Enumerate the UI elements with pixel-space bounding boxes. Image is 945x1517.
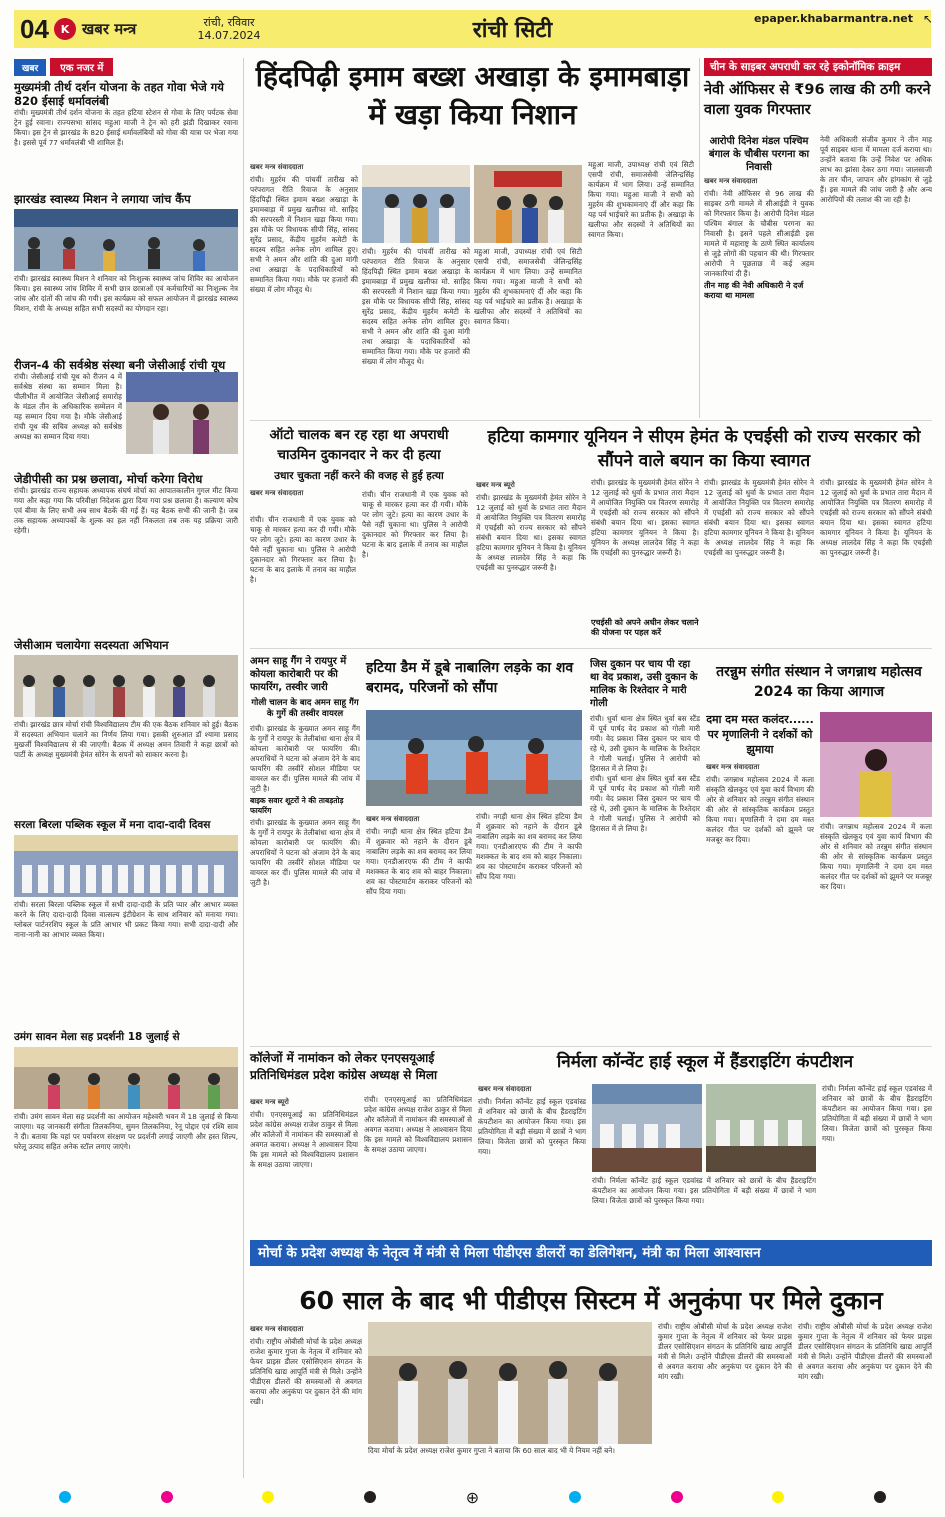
- jci-block: [14, 372, 238, 454]
- story-body: रांची। नगड़ी थाना क्षेत्र स्थित हटिया डैम में शुक्रवार को नहाने के दौरान डूबे नाबालिग लड़के का शव बरामद कर लिया गया। एनडीआरएफ की टीम ने काफी मशक्कत के बाद शव को बाहर निकाला। शव का पोस्टमार्टम कराकर परिजनों को सौंप दिया गया।: [366, 827, 472, 896]
- story-body: रांची। एनएसयूआई का प्रतिनिधिमंडल प्रदेश कांग्रेस अध्यक्ष राजेश ठाकुर से मिला और कॉलेजों में नामांकन की समस्याओं से अवगत कराया। अध्यक्ष ने आश्वासन दिया कि इस मामले को विश्वविद्यालय प्रशासन के समक्ष उठाया जाएगा।: [250, 1110, 358, 1169]
- story-body-cont: महुआ माजी, उपाध्यक्ष रांची एवं सिटी एसपी रांची, समाजसेवी जेलिन्द्रसिंह कार्यक्रम में भाग लिया। उन्हें सम्मानित किया गया। महुआ माजी ने सभी को मुहर्रम की शुभकामनाएं दीं और कहा कि यह पर्व भाईचारे का प्रतीक है। अखाड़ा के खलीफा और सदस्यों ने अतिथियों का स्वागत किया।: [588, 160, 694, 239]
- jci-award-photo: [126, 372, 238, 454]
- color-dot-icon: [671, 1491, 683, 1503]
- pds-kicker-banner: मोर्चा के प्रदेश अध्यक्ष के नेतृत्व में मंत्री से मिला पीडीएस डीलरों का डेलिगेशन, मंत्री का मिला आश्वासन: [250, 1240, 932, 1266]
- lead-story-col3: [474, 247, 582, 417]
- auto-headline: ऑटो चालक बन रह रहा था अपराधी चाउमिन दुकानदार ने कर दी हत्या: [269, 427, 449, 463]
- story-body: रांची। निर्मला कॉन्वेंट हाई स्कूल एडवांस्ड में शनिवार को छात्रों के बीच हैंडराइटिंग कंपटीशन का आयोजन किया गया। इस प्रतियोगिता में बड़ी संख्या में छात्रों ने भाग लिया। विजेता छात्रों को पुरस्कृत किया गया।: [592, 1176, 816, 1205]
- story-body-cont: रांची। मुहर्रम की पांचवीं तारीख को परंपरागत रीति रिवाज के अनुसार हिंदपिढ़ी स्थित इमाम बख्श अखाड़ा के इमामबाड़ा में प्रमुख खलीफा मो. साहिद की सरपरस्ती में निशान खड़ा किया गया। इस मौके पर विधायक सीपी सिंह, सांसद सुरेंद्र प्रसाद, केंद्रीय मुहर्रम कमेटी के सदस्य सहित अनेक लोग शामिल हुए। सभी ने अमन और शांति की दुआ मांगी तथा अखाड़ा के पदाधिकारियों को सम्मानित किया गया। मौके पर हजारों की संख्या में लोग मौजूद थे।: [362, 247, 470, 366]
- brand-logo-icon: K: [54, 18, 76, 40]
- section-rule: [250, 648, 932, 649]
- story-body: रांची। झारखंड के कुख्यात अमन साहू गैंग के गुर्गों ने रायपुर के तेलीबांधा थाना क्षेत्र में कोयला कारोबारी पर फायरिंग की। अपराधियों ने घटना को अंजाम देने के बाद फायरिंग की तस्वीरें सोशल मीडिया पर वायरल कर दीं। पुलिस मामले की जांच में जुटी है।: [250, 818, 360, 887]
- health-camp-photo: [14, 209, 238, 271]
- dam-headline: हटिया डैम में डूबे नाबालिग लड़के का शव बरामद, परिजनों को सौंपा: [366, 660, 574, 696]
- story-body: रांची। झारखंड राज्य सहायक अध्यापक संघर्ष मोर्चा का आपातकालीन गुगल मीट किया गया और कहा गया कि परिवीक्षा निदेशक द्वारा दिया गया प्रश्न छलावा है। कल्याण कोष एवं बीमा के लिए सभी अब साथ बैठकें की गई हैं। यह बैठक सभी की जानी है। जब तक सहायक अध्यापकों के शुल्क का हल नहीं निकलता तब तक यह प्रक्रिया जारी रहेगी।: [14, 486, 238, 535]
- music-performer-photo: [820, 712, 932, 817]
- issue-date: 14.07.2024: [197, 29, 261, 42]
- nirmala-col2: [592, 1176, 816, 1236]
- pds-col3: [658, 1322, 792, 1484]
- story-body: रांची। जगन्नाथ महोत्सव 2024 में कला संस्कृति खेलकूद एवं युवा कार्य विभाग की ओर से शनिवार को तरन्नुम संगीत संस्थान की ओर से सांस्कृतिक कार्यक्रम प्रस्तुत किया गया। मृणालिनी ने दमा दम मस्त कलंदर गीत पर दर्शकों को झूमने पर मजबूर कर दिया।: [706, 775, 814, 844]
- story-body: रांची। झारखंड के मुख्यमंत्री हेमंत सोरेन ने 12 जुलाई को धुर्वा के प्रभात तारा मैदान में आयोजित नियुक्ति पत्र वितरण समारोह में एचईसी को राज्य सरकार को सौंपने संबंधी बयान दिया था। इसका स्वागत हटिया कामगार यूनियन ने किया है। यूनियन के अध्यक्ष लालदेव सिंह ने कहा कि एचईसी का पुनरुद्धार जरूरी है।: [704, 478, 814, 557]
- jcm-group-photo: [14, 655, 238, 717]
- union-col3: [704, 478, 814, 643]
- lead-story-col2: [362, 247, 470, 417]
- union-story: [476, 425, 932, 473]
- union-col1: [476, 478, 586, 643]
- story-title: झारखंड स्वास्थ्य मिशन ने लगाया जांच कैंप: [14, 192, 191, 206]
- byline: खबर मन्त्र संवाददाता: [704, 177, 758, 185]
- union-col2: [591, 478, 699, 643]
- story-body: रांची। झारखंड के मुख्यमंत्री हेमंत सोरेन ने 12 जुलाई को धुर्वा के प्रभात तारा मैदान में आयोजित नियुक्ति पत्र वितरण समारोह में एचईसी को राज्य सरकार को सौंपने संबंधी बयान दिया था। इसका स्वागत हटिया कामगार यूनियन ने किया है। यूनियन के अध्यक्ष लालदेव सिंह ने कहा कि एचईसी का पुनरुद्धार जरूरी है।: [476, 493, 586, 572]
- pds-caption: [368, 1446, 652, 1484]
- handwriting-competition-photo-1: [592, 1084, 702, 1172]
- story-body: रांची। नेवी ऑफिसर से 96 लाख की साइबर ठगी मामले में सीआईडी ने युवक को गिरफ्तार किया है। आरोपी दिनेश मंडल पश्चिम बंगाल के चौबीस परगना का निवासी है। इसने पहले सीआईडी इस मामले में महाराष्ट्र के ठाणे स्थित कार्यालय से जुड़े लोगों की पहचान की थी। गिरफ्तार आरोपी ने पूछताछ में कई अहम जानकारियां दी हैं।: [704, 189, 814, 278]
- nirmala-story: [478, 1050, 932, 1074]
- lead-story: [250, 58, 695, 134]
- epaper-link[interactable]: epaper.khabarmantra.net: [754, 12, 913, 25]
- left-column: [14, 58, 238, 1478]
- auto-col2: [362, 490, 468, 640]
- color-dot-icon: [59, 1491, 71, 1503]
- story-title: सरला बिरला पब्लिक स्कूल में मना दादा-दादी दिवस: [14, 819, 211, 831]
- brand-name: खबर मन्त्र: [82, 20, 137, 38]
- story-body: रांची। राष्ट्रीय ओबीसी मोर्चा के प्रदेश अध्यक्ष राजेश कुमार गुप्ता के नेतृत्व में शनिवार को फेयर प्राइस डीलर एसोसिएशन संगठन के प्रतिनिधि खाद्य आपूर्ति मंत्री से मिले। उन्होंने पीडीएस डीलरों की समस्याओं से अवगत कराया और अनुकंपा पर दुकान देने की मांग रखी।: [798, 1322, 932, 1381]
- story-body: रांची। धुर्वा थाना क्षेत्र स्थित धुर्वा बस स्टैंड में पूर्व पार्षद वेद प्रकाश को गोली मारी गयी। वेद प्रकाश जिस दुकान पर चाय पी रहे थे, उसी दुकान के मालिक के रिश्तेदार ने गोली चलाई। पुलिस ने आरोपी को हिरासत में ले लिया है।: [590, 714, 700, 773]
- story-body: नेवी अधिकारी संजीव कुमार ने तीन माह पूर्व साइबर थाना में मामला दर्ज कराया था। उन्होंने बताया कि उन्हें निवेश पर अधिक लाभ का झांसा देकर ठगा गया। जालसाजी के तार चीन, जापान और हांगकांग से जुड़े हैं। इस मामले की जांच जारी है और अन्य आरोपियों की तलाश की जा रही है।: [820, 135, 932, 204]
- byline: खबर मन्त्र संवाददाता: [366, 815, 420, 823]
- cyber-col1: [704, 135, 814, 420]
- story-body: रांची। राष्ट्रीय ओबीसी मोर्चा के प्रदेश अध्यक्ष राजेश कुमार गुप्ता के नेतृत्व में शनिवार को फेयर प्राइस डीलर एसोसिएशन संगठन के प्रतिनिधि खाद्य आपूर्ति मंत्री से मिले। उन्होंने पीडीएस डीलरों की समस्याओं से अवगत कराया और अनुकंपा पर दुकान देने की मांग रखी।: [658, 1322, 792, 1381]
- handwriting-competition-photo-2: [706, 1084, 816, 1172]
- cyber-col2: [820, 135, 932, 420]
- ndrf-rescue-photo: [366, 710, 582, 806]
- union-headline: हटिया कामगार यूनियन ने सीएम हेमंत के एचईसी को राज्य सरकार को सौंपने वाले बयान का किया स्वागत: [487, 427, 921, 471]
- story-body-cont: महुआ माजी, उपाध्यक्ष रांची एवं सिटी एसपी रांची, समाजसेवी जेलिन्द्रसिंह कार्यक्रम में भाग लिया। उन्हें सम्मानित किया गया। महुआ माजी ने सभी को मुहर्रम की शुभकामनाएं दीं और कहा कि यह पर्व भाईचारे का प्रतीक है। अखाड़ा के खलीफा और सदस्यों ने अतिथियों का स्वागत किया।: [474, 247, 582, 326]
- story-body: रांची। राष्ट्रीय ओबीसी मोर्चा के प्रदेश अध्यक्ष राजेश कुमार गुप्ता के नेतृत्व में शनिवार को फेयर प्राइस डीलर एसोसिएशन संगठन के प्रतिनिधि खाद्य आपूर्ति मंत्री से मिले। उन्होंने पीडीएस डीलरों की समस्याओं से अवगत कराया और अनुकंपा पर दुकान देने की मांग रखी।: [250, 1337, 362, 1406]
- music-col1: [706, 712, 814, 1042]
- auto-col1: [250, 515, 356, 640]
- byline: खबर मन्त्र संवाददाता: [250, 1325, 304, 1333]
- nsui-story: [250, 1050, 472, 1084]
- ribbon-ek-nazar: एक नजर में: [50, 58, 113, 76]
- brand: [54, 18, 184, 40]
- pds-headline: 60 साल के बाद भी पीडीएस सिस्टम में अनुकंपा पर मिले दुकान: [299, 1286, 883, 1315]
- story-body: रांची। झारखंड के मुख्यमंत्री हेमंत सोरेन ने 12 जुलाई को धुर्वा के प्रभात तारा मैदान में आयोजित नियुक्ति पत्र वितरण समारोह में एचईसी को राज्य सरकार को सौंपने संबंधी बयान दिया था। इसका स्वागत हटिया कामगार यूनियन ने किया है। यूनियन के अध्यक्ष लालदेव सिंह ने कहा कि एचईसी का पुनरुद्धार जरूरी है।: [820, 478, 932, 557]
- imambara-photo-2: [474, 165, 582, 243]
- byline: खबर मन्त्र संवाददाता: [478, 1085, 532, 1093]
- page-number: 04: [20, 13, 49, 44]
- color-dot-icon: [262, 1491, 274, 1503]
- news-ribbon: [14, 58, 238, 76]
- sawan-mela-photo: [14, 1047, 238, 1109]
- story-body: रांची। चीन राजधानी में एक युवक को चाकू से मारकर हत्या कर दी गयी। मौके पर लोग जुटे। हत्या का कारण उधार के पैसे नहीं चुकाना था। पुलिस ने आरोपी दुकानदार को गिरफ्तार कर लिया है। घटना के बाद इलाके में तनाव का माहौल है।: [362, 490, 468, 559]
- imambara-photo-1: [362, 165, 470, 243]
- lead-story-col4: [588, 160, 694, 415]
- union-subhead: एचईसी को अपने अधीन लेकर चलाने की योजना पर पहल करें: [591, 618, 699, 637]
- section-title: रांची सिटी: [472, 18, 553, 43]
- story-body: रांची। उमंग सावन मेला सह प्रदर्शनी का आयोजन महेश्वरी भवन में 18 जुलाई से किया जाएगा। यह जानकारी संगीता तिलकनिया, सुमन तिलकनिया, रेनू पोद्दार एवं रश्मि साव ने दी। बताया कि यहां पर पर्यावरण संरक्षण पर प्रदर्शनी लगाई जाएगी और हस्त शिल्प, घरेलू उत्पाद सहित अनेक स्टॉल लगाए जाएंगे।: [14, 1112, 238, 1151]
- story-body: रांची। एनएसयूआई का प्रतिनिधिमंडल प्रदेश कांग्रेस अध्यक्ष राजेश ठाकुर से मिला और कॉलेजों में नामांकन की समस्याओं से अवगत कराया। अध्यक्ष ने आश्वासन दिया कि इस मामले को विश्वविद्यालय प्रशासन के समक्ष उठाया जाएगा।: [364, 1095, 472, 1154]
- byline: खबर मन्त्र संवाददाता: [250, 489, 304, 497]
- byline: खबर मन्त्र संवाददाता: [250, 163, 304, 171]
- crosshair-icon: ⊕: [465, 1487, 480, 1507]
- story-body: रांची। धुर्वा थाना क्षेत्र स्थित धुर्वा बस स्टैंड में पूर्व पार्षद वेद प्रकाश को गोली मारी गयी। वेद प्रकाश जिस दुकान पर चाय पी रहे थे, उसी दुकान के मालिक के रिश्तेदार ने गोली चलाई। पुलिस ने आरोपी को हिरासत में ले लिया है।: [590, 774, 700, 833]
- pds-col1: [250, 1322, 362, 1484]
- nirmala-col1: [478, 1082, 586, 1232]
- story-body-cont: [14, 454, 238, 472]
- story-body: रांची। मुहर्रम की पांचवीं तारीख को परंपरागत रीति रिवाज के अनुसार हिंदपिढ़ी स्थित इमाम बख्श अखाड़ा के इमामबाड़ा में प्रमुख खलीफा मो. साहिद की सरपरस्ती में निशान खड़ा किया गया। इस मौके पर विधायक सीपी सिंह, सांसद सुरेंद्र प्रसाद, केंद्रीय मुहर्रम कमेटी के सदस्य सहित अनेक लोग शामिल हुए। सभी ने अमन और शांति की दुआ मांगी तथा अखाड़ा के पदाधिकारियों को सम्मानित किया गया। मौके पर हजारों की संख्या में लोग मौजूद थे।: [250, 175, 358, 294]
- nirmala-col3: [822, 1084, 932, 1234]
- story-title: उमंग सावन मेला सह प्रदर्शनी 18 जुलाई से: [14, 1031, 180, 1043]
- story-body: रांची। झारखंड छात्र मोर्चा रांची विश्वविद्यालय टीम की एक बैठक शनिवार को हुई। बैठक में सदस्यता अभियान चलाने का निर्णय लिया गया। इसकी शुरुआत डॉ श्यामा प्रसाद मुखर्जी विश्वविद्यालय से की जाएगी। बैठक में अध्यक्ष अमन तिवारी ने कहा छात्रों को पार्टी के अध्यक्ष मुख्यमंत्री हेमंत सोरेन के सपनों को साकार करना है।: [14, 720, 238, 759]
- cyber-subhead: आरोपी दिनेश मंडल पश्चिम बंगाल के चौबीस परगना का निवासी: [708, 136, 810, 173]
- dam-story: [366, 658, 582, 698]
- union-col4: [820, 478, 932, 643]
- nsui-headline: कॉलेजों में नामांकन को लेकर एनएसयूआई प्रतिनिधिमंडल प्रदेश कांग्रेस अध्यक्ष से मिला: [250, 1051, 438, 1082]
- music-subhead: दमा दम मस्त कलंदर...... पर मृणालिनी ने दर्शकों को झुमाया: [706, 713, 814, 756]
- story-body: रांची। निर्मला कॉन्वेंट हाई स्कूल एडवांस्ड में शनिवार को छात्रों के बीच हैंडराइटिंग कंपटीशन का आयोजन किया गया। इस प्रतियोगिता में बड़ी संख्या में छात्रों ने भाग लिया। विजेता छात्रों को पुरस्कृत किया गया।: [478, 1097, 586, 1156]
- story-body: रांची। निर्मला कॉन्वेंट हाई स्कूल एडवांस्ड में शनिवार को छात्रों के बीच हैंडराइटिंग कंपटीशन का आयोजन किया गया। इस प्रतियोगिता में बड़ी संख्या में छात्रों ने भाग लिया। विजेता छात्रों को पुरस्कृत किया गया।: [822, 1084, 932, 1143]
- column-divider: [243, 58, 244, 1478]
- music-col2: [820, 822, 932, 1042]
- story-body: रांची। चीन राजधानी में एक युवक को चाकू से मारकर हत्या कर दी गयी। मौके पर लोग जुटे। हत्या का कारण उधार के पैसे नहीं चुकाना था। पुलिस ने आरोपी दुकानदार को गिरफ्तार कर लिया है। घटना के बाद इलाके में तनाव का माहौल है।: [250, 515, 356, 584]
- cyber-subhead-2: तीन माह की नेवी अधिकारी ने दर्ज कराया था मामला: [704, 281, 804, 300]
- print-registration-marks: [14, 1486, 931, 1508]
- red-kicker: चीन के साइबर अपराधी कर रहे इकोनॉमिक क्राइम: [704, 58, 932, 76]
- dateline: [184, 16, 274, 42]
- grandparents-day-photo: [14, 835, 238, 897]
- byline: खबर मन्त्र ब्यूरो: [250, 1098, 289, 1106]
- shop-headline: जिस दुकान पर चाय पी रहा था वेद प्रकाश, उसी दुकान के मालिक के रिश्तेदार ने मारी गोली: [590, 659, 698, 709]
- dam-col2: [476, 812, 582, 1042]
- story-body: रांची। नगड़ी थाना क्षेत्र स्थित हटिया डैम में शुक्रवार को नहाने के दौरान डूबे नाबालिग लड़के का शव बरामद कर लिया गया। एनडीआरएफ की टीम ने काफी मशक्कत के बाद शव को बाहर निकाला। शव का पोस्टमार्टम कराकर परिजनों को सौंप दिया गया।: [476, 812, 582, 881]
- aman-headline: अमन साहू गैंग ने रायपुर में कोयला कारोबारी पर की फायरिंग, तस्वीर जारी: [250, 656, 347, 693]
- color-dot-icon: [772, 1491, 784, 1503]
- shop-story: [590, 658, 700, 1043]
- story-body: रांची। जगन्नाथ महोत्सव 2024 में कला संस्कृति खेलकूद एवं युवा कार्य विभाग की ओर से शनिवार को तरन्नुम संगीत संस्थान की ओर से सांस्कृतिक कार्यक्रम प्रस्तुत किया गया। मृणालिनी ने दमा दम मस्त कलंदर गीत पर दर्शकों को झूमने पर मजबूर कर दिया।: [820, 822, 932, 891]
- nirmala-headline: निर्मला कॉन्वेंट हाई स्कूल में हैंडराइटिंग कंपटीशन: [556, 1052, 854, 1072]
- photo-caption: दिया मोर्चा के प्रदेश अध्यक्ष राजेश कुमार गुप्ता ने बताया कि 60 साल बाद भी ये नियम नहीं बने।: [368, 1446, 615, 1455]
- story-body: रांची। झारखंड स्वास्थ्य मिशन ने शनिवार को निःशुल्क स्वास्थ्य जांच शिविर का आयोजन किया। इस स्वास्थ्य जांच शिविर में सभी छात्र छात्राओं एवं कर्मचारियों का निःशुल्क नेत्र जांच और दांतों की जांच की गयी। इस कार्यक्रम को सफल आयोजन में झारखंड स्वास्थ्य मिशन, रांची के अध्यक्ष सहित सभी सदस्यों का योगदान रहा।: [14, 274, 238, 313]
- cyber-headline: नेवी ऑफिसर से ₹96 लाख की ठगी करने वाला युवक गिरफ्तार: [704, 82, 931, 118]
- section-rule: [250, 1046, 932, 1047]
- story-title: जेडीपीसी का प्रश्न छलावा, मोर्चा करेगा विरोध: [14, 472, 203, 486]
- story-body: रांची। सरला बिरला पब्लिक स्कूल में सभी दादा-दादी के प्रति प्यार और आभार व्यक्त करने के लिए दादा-दादी दिवस वात्सल्य इंटीग्रेशन के साथ शनिवार को मनाया गया। ग्लोबल पार्टनरशिप स्कूल के प्रति आभार भी प्रकट किया गया। सभी दादा-दादी और नाना-नानी का आभार व्यक्त किया।: [14, 900, 238, 939]
- lead-headline: हिंदपिढ़ी इमाम बख्श अखाड़ा के इमामबाड़ा में खड़ा किया निशान: [255, 60, 690, 131]
- column-divider: [699, 58, 700, 418]
- story-title: जेसीआम चलायेगा सदस्यता अभियान: [14, 638, 169, 652]
- city-day: रांची, रविवार: [203, 16, 255, 29]
- pds-headline-block: [250, 1284, 932, 1318]
- color-dot-icon: [161, 1491, 173, 1503]
- lead-story-col1: [250, 160, 358, 415]
- nsui-col2: [364, 1095, 472, 1235]
- auto-subhead: उधार चुकता नहीं करने की वजह से हुई हत्या: [274, 470, 444, 482]
- story-body: रांची। मुख्यमंत्री तीर्थ दर्शन योजना के तहत हटिया स्टेशन से गोवा के लिए पर्यटक सेवा ट्रेन हुई रवाना। राज्यसभा सांसद महुआ माजी ने ट्रेन को हरी झंडी दिखाकर रवाना किया। इस ट्रेन से झारखंड के 820 ईसाई धर्मावलंबियों को गोवा की यात्रा पर भेजा गया है। इससे पूर्व 77 धर्मावलंबी भी शामिल हैं।: [14, 108, 238, 147]
- music-story: [706, 662, 932, 702]
- ribbon-khabar: खबर: [14, 59, 46, 76]
- aman-subhead-2: बाइक सवार शूटरों ने की ताबड़तोड़ फायरिंग: [250, 796, 344, 815]
- story-body: रांची। झारखंड के कुख्यात अमन साहू गैंग के गुर्गों ने रायपुर के तेलीबांधा थाना क्षेत्र में कोयला कारोबारी पर फायरिंग की। अपराधियों ने घटना को अंजाम देने के बाद फायरिंग की तस्वीरें सोशल मीडिया पर वायरल कर दीं। पुलिस मामले की जांच में जुटी है।: [250, 724, 360, 793]
- dam-col1: [366, 812, 472, 1042]
- color-dot-icon: [364, 1491, 376, 1503]
- cursor-icon: ↖: [922, 12, 933, 26]
- color-dot-icon: [569, 1491, 581, 1503]
- color-dot-icon: [874, 1491, 886, 1503]
- aman-subhead: गोली चालन के बाद अमन साहू गैंग के गुर्गे की तस्वीर वायरल: [251, 698, 359, 719]
- section-rule: [250, 420, 932, 421]
- nsui-col1: [250, 1095, 358, 1235]
- story-title: मुख्यमंत्री तीर्थ दर्शन योजना के तहत गोवा भेजे गये 820 ईसाई धर्मावलंबी: [14, 80, 224, 108]
- cyber-story: [704, 58, 932, 120]
- story-body: रांची। जेसीआई रांची यूथ को रीजन 4 में सर्वश्रेष्ठ संस्था का सम्मान मिला है। पीलीभीत में आयोजित जेसीआई समारोह के मंडल तीन के अधिकारिक सम्मेलन में यह सम्मान दिया गया है। मौके जेसीआई रांची यूथ की सचिव अध्यक्ष को सर्वश्रेष्ठ अध्यक्ष का सम्मान दिया गया।: [14, 372, 122, 441]
- story-body: रांची। झारखंड के मुख्यमंत्री हेमंत सोरेन ने 12 जुलाई को धुर्वा के प्रभात तारा मैदान में आयोजित नियुक्ति पत्र वितरण समारोह में एचईसी को राज्य सरकार को सौंपने संबंधी बयान दिया था। इसका स्वागत हटिया कामगार यूनियन ने किया है। यूनियन के अध्यक्ष लालदेव सिंह ने कहा कि एचईसी का पुनरुद्धार जरूरी है।: [591, 478, 699, 557]
- byline: खबर मन्त्र ब्यूरो: [476, 481, 515, 489]
- story-title: रीजन-4 की सर्वश्रेष्ठ संस्था बनी जेसीआई रांची यूथ: [14, 358, 226, 372]
- music-headline: तरन्नुम संगीत संस्थान ने जगन्नाथ महोत्सव 2024 का किया आगाज: [716, 664, 922, 700]
- pds-delegation-photo: [368, 1322, 652, 1444]
- aman-story: [250, 655, 360, 1040]
- byline: खबर मन्त्र संवाददाता: [706, 763, 760, 771]
- pds-col4: [798, 1322, 932, 1484]
